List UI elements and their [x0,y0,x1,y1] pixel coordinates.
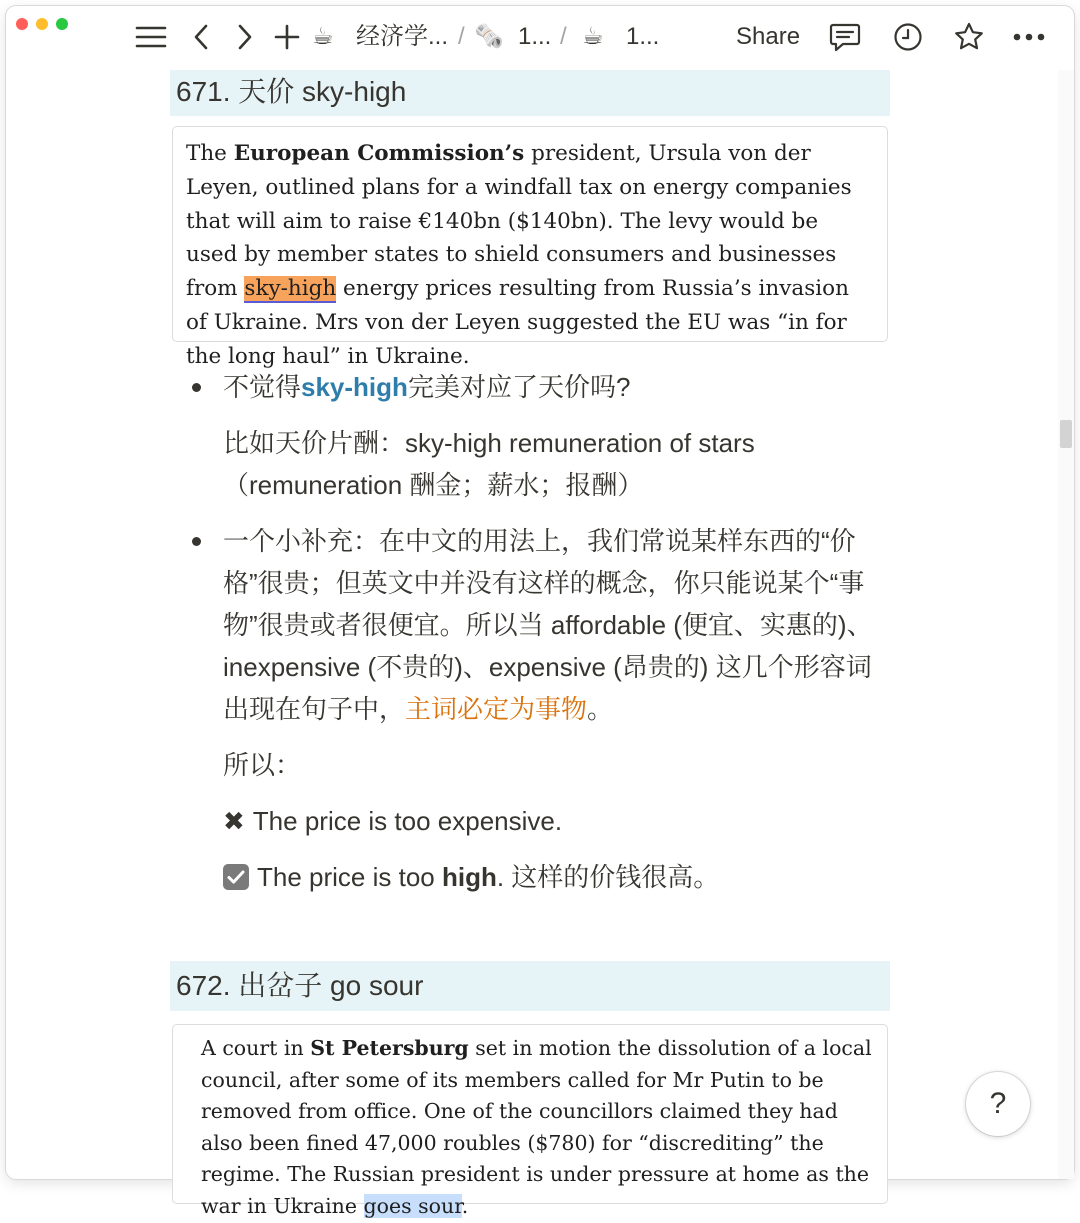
more-options-icon[interactable] [1012,20,1046,54]
breadcrumb-3[interactable]: 1... [626,23,660,50]
bullet-item [182,366,902,408]
bullet-item [182,520,882,730]
breadcrumb-2-emoji: 🗞️ [474,23,504,50]
new-page-plus-icon[interactable] [270,20,304,54]
entry-heading: 672. 出岔子 go sour [170,961,890,1011]
breadcrumb-2[interactable]: 1... [518,23,552,50]
forward-arrow-icon[interactable] [228,20,262,54]
example-bold-text: high [441,862,497,892]
breadcrumb-separator: / [560,23,567,50]
bullet-text: 完美对应了天价吗? [407,372,631,402]
entry-heading: 671. 天价 sky-high [170,70,890,116]
wrong-example [223,800,562,842]
quote-text: president, Ursula von der Leyen, outlined plans for a windfall tax on energy companies that will aim to raise €140bn ($140bn). The levy would be used by member states to shield consumers and businesses from [186,141,852,302]
breadcrumb-1-emoji: ☕ [312,23,334,50]
so-label: 所以： [223,750,302,780]
example-line: （remuneration 酬金；薪水；报酬） [223,470,644,500]
topbar [6,6,1074,70]
history-clock-icon[interactable] [891,20,925,54]
check-mark-icon [223,864,249,890]
app-window [6,6,1074,1218]
example-line: 比如天价片酬：sky-high remuneration of stars [223,428,755,458]
scrollbar-thumb[interactable] [1060,420,1072,448]
sidebar-menu-icon[interactable] [134,20,168,54]
comments-icon[interactable] [828,20,862,54]
example-text: The price is too [257,862,442,892]
right-example [223,856,719,898]
quote-bold-text: St Petersburg [310,1036,469,1060]
breadcrumb-3-emoji: ☕ [582,23,604,50]
quote-block [172,1024,888,1218]
quote-text: energy prices resulting from Russia’s invasion of Ukraine. Mrs von der Leyen suggested the EU was “in for the long haul” in Ukraine. [186,276,849,369]
quote-text: set in motion the dissolution of a local council, after some of its members called for Mr Putin to be removed from office. One of the councillors claimed they had also been fined 47,000 roubles ($780) for “discrediting” the regime. The Russian president is under pressure at home as the war in Ukraine [201,1036,872,1218]
help-button[interactable]: ? [966,1072,1030,1136]
quote-bold-text: European Commission’s [233,141,525,166]
quote-text: . [461,1193,469,1218]
highlighted-term: sky-high [244,276,337,302]
share-button[interactable]: Share [736,23,801,50]
bullet-text: 。 [587,694,614,724]
emphasized-term: 主词必定为事物 [405,694,588,724]
quote-text: A court in [201,1036,311,1060]
highlighted-term: goes sour [363,1193,462,1218]
bullet-dot [192,383,201,392]
example-text: . 这样的价钱很高。 [496,862,720,892]
quote-text: The [186,141,234,166]
bullet-dot [192,537,201,546]
page-content [6,70,1074,1218]
cross-mark-icon: ✖ [223,806,245,836]
breadcrumb-separator: / [458,23,465,50]
bullet-text: 不觉得 [223,372,302,402]
breadcrumb-1[interactable]: 经济学... [356,23,449,50]
emphasized-term: sky-high [301,372,408,402]
bullet-text: 一个小补充：在中文的用法上，我们常说某样东西的“价格”很贵；但英文中并没有这样的概念，你只能说某个“事物”很贵或者很便宜。所以当 affordable (便宜、实惠的)、inexpensive (不贵的)、expensive (昂贵的) 这几个形容词出现在句子中， [223,526,873,724]
quote-block [172,126,888,369]
back-arrow-icon[interactable] [184,20,218,54]
example-text: The price is too expensive. [252,806,563,836]
favorite-star-icon[interactable] [952,20,986,54]
scrollbar[interactable] [1058,70,1074,1179]
